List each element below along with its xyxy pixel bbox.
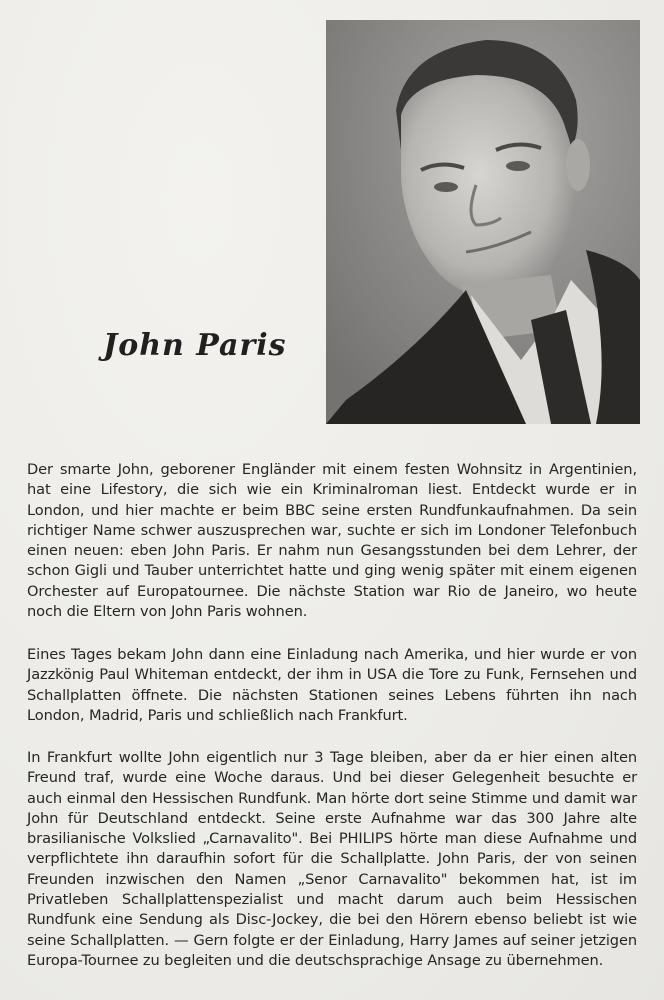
portrait-illustration xyxy=(326,20,640,424)
paragraph-frankfurt xyxy=(27,748,637,971)
paragraph-biography-intro xyxy=(27,460,637,622)
paragraph-text: In Frankfurt wollte John eigentlich nur 3 Tage bleiben, aber da er hier einen alten Freund traf, wurde eine Woche daraus. Und bei dieser Gelegenheit besuchte er auch einmal den Hessischen Rundfunk. Man hörte dort seine Stimme und damit war John für Deutschland entdeckt. Seine erste Aufnahme war das 300 Jahre alte brasilianische Volkslied „Carnavalito". Bei PHILIPS hörte man diese Aufnahme und verpflichtete ihn daraufhin sofort für die Schallplatte. John Paris, der von seinen Freunden inzwischen den Namen „Senor Carnavalito" bekommen hat, ist im Privatleben Schallplattenspezialist und macht darum auch beim Hessischen Rundfunk eine Sendung als Disc-Jockey, die bei den Hörern ebenso beliebt ist wie seine Schallplatten. — Gern folgte er der Einladung, Harry James auf seiner jetzigen Europa-Tournee zu begleiten und die deutschsprachige Ansage zu übernehmen. xyxy=(27,749,637,969)
paragraph-text: Der smarte John, geborener Engländer mit einem festen Wohnsitz in Argentinien, hat eine Lifestory, die sich wie ein Kriminalroman liest. Entdeckt wurde er in London, und hier machte er beim BBC seine ersten Rundfunkaufnahmen. Da sein richtiger Name schwer auszusprechen war, suchte er sich im Londoner Telefonbuch einen neuen: eben John Paris. Er nahm nun Gesangsstunden bei dem Lehrer, der schon Gigli und Tauber unterrichtet hatte und ging wenig später mit einem eigenen Orchester auf Europatournee. Die nächste Station war Rio de Janeiro, wo heute noch die Eltern von John Paris wohnen. xyxy=(27,461,637,621)
paragraph-text: Eines Tages bekam John dann eine Einladung nach Amerika, und hier wurde er von Jazzkönig Paul Whiteman entdeckt, der ihm in USA die Tore zu Funk, Fernsehen und Schallplatten öffnete. Die nächsten Stationen seines Lebens führten ihn nach London, Madrid, Paris und schließlich nach Frankfurt. xyxy=(27,646,637,724)
page-title: John Paris xyxy=(103,328,287,363)
portrait-photo xyxy=(326,20,640,424)
paragraph-america xyxy=(27,645,637,726)
